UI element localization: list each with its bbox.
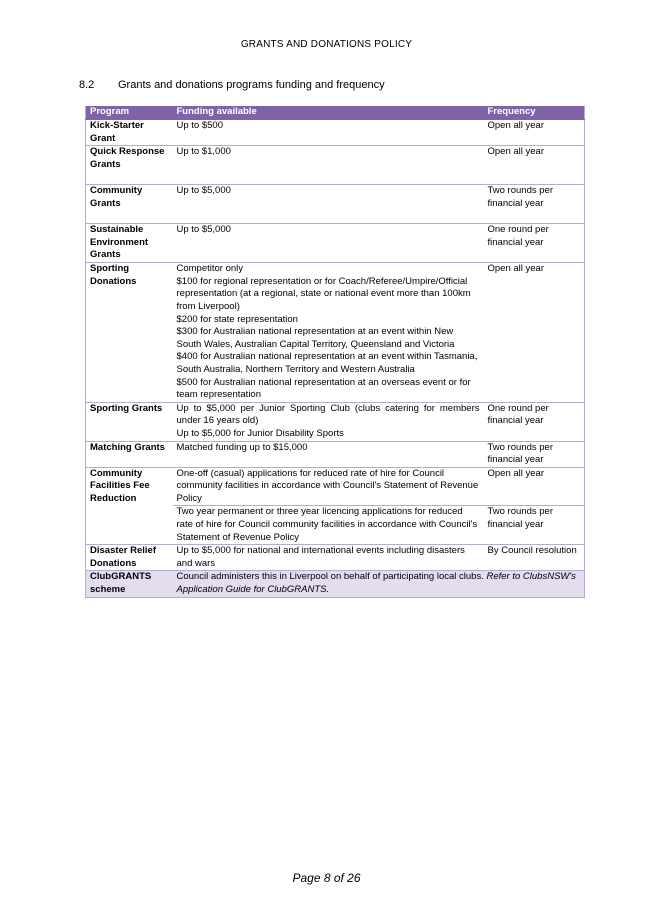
- column-header-funding: Funding available: [173, 106, 484, 120]
- clubgrants-text: Council administers this in Liverpool on behalf of participating local clubs.: [176, 571, 484, 583]
- section-number: 8.2: [79, 79, 95, 91]
- program-cell: Matching Grants: [86, 441, 173, 467]
- program-cell: Kick-Starter Grant: [86, 120, 173, 146]
- table-row: [86, 441, 585, 467]
- table-row: [86, 146, 585, 185]
- table-row: [86, 185, 585, 224]
- frequency-cell: Open all year: [484, 263, 585, 403]
- frequency-cell: One round per financial year: [484, 224, 585, 263]
- frequency-cell: One round per financial year: [484, 402, 585, 441]
- funding-line: $200 for state representation: [176, 313, 298, 325]
- table-header-row: [86, 106, 585, 120]
- grants-table: [85, 106, 585, 598]
- frequency-cell: Open all year: [484, 467, 585, 506]
- clubgrants-description: [173, 571, 585, 597]
- program-cell: Disaster Relief Donations: [86, 545, 173, 571]
- column-header-program: Program: [86, 106, 173, 120]
- program-cell: Sporting Donations: [86, 263, 173, 403]
- program-cell: Sustainable Environment Grants: [86, 224, 173, 263]
- funding-line: Competitor only: [176, 263, 244, 275]
- frequency-cell: Open all year: [484, 120, 585, 146]
- page-number: Page 8 of 26: [292, 871, 361, 885]
- table-row: [86, 545, 585, 571]
- frequency-cell: Open all year: [484, 146, 585, 185]
- clubgrants-reference: Refer to ClubsNSW's Application Guide for ClubGRANTS.: [176, 571, 576, 596]
- table-row: [86, 120, 585, 146]
- frequency-cell: Two rounds per financial year: [484, 185, 585, 224]
- table-row: [86, 224, 585, 263]
- page-header: GRANTS AND DONATIONS POLICY: [240, 39, 413, 50]
- table-row: [86, 571, 585, 597]
- funding-cell: Up to $1,000: [173, 146, 484, 185]
- funding-cell: Up to $5,000 for national and international events including disasters and wars: [173, 545, 484, 571]
- funding-line: $400 for Australian national representation at an event within Tasmania, South Australia, Northern Territory and Western Australia: [176, 351, 478, 375]
- funding-cell: [173, 263, 484, 403]
- section-title: Grants and donations programs funding and frequency: [118, 79, 385, 91]
- table-row: [86, 467, 585, 506]
- funding-line: Up to $5,000 for Junior Disability Sports: [176, 427, 344, 439]
- table-row: [86, 263, 585, 403]
- program-cell: Quick Response Grants: [86, 146, 173, 185]
- funding-line: $300 for Australian national representation at an event within New South Wales, Australian Capital Territory, Queensland and Victoria: [176, 326, 455, 350]
- funding-cell: Two year permanent or three year licencing applications for reduced rate of hire for Council community facilities in accordance with Council's Statement of Revenue Policy: [173, 506, 484, 545]
- program-cell: ClubGRANTS scheme: [86, 571, 173, 597]
- funding-cell: One-off (casual) applications for reduced rate of hire for Council community facilities in accordance with Council's Statement of Revenue Policy: [173, 467, 484, 506]
- program-cell: Community Facilities Fee Reduction: [86, 467, 173, 545]
- section-heading: [79, 79, 385, 91]
- frequency-cell: By Council resolution: [484, 545, 585, 571]
- program-cell: Sporting Grants: [86, 402, 173, 441]
- funding-cell: Up to $5,000: [173, 185, 484, 224]
- funding-cell: Up to $5,000: [173, 224, 484, 263]
- funding-line: $500 for Australian national representation at an overseas event or for team representation: [176, 376, 471, 401]
- funding-line: Up to $5,000 per Junior Sporting Club (clubs catering for members under 16 years old): [176, 402, 480, 427]
- column-header-frequency: Frequency: [484, 106, 585, 120]
- funding-cell: Up to $500: [173, 120, 484, 146]
- frequency-cell: Two rounds per financial year: [484, 441, 585, 467]
- funding-cell: [173, 402, 484, 441]
- table-row: [86, 402, 585, 441]
- program-cell: Community Grants: [86, 185, 173, 224]
- funding-line: $100 for regional representation or for Coach/Referee/Umpire/Official representation (at a regional, state or national event more than 100km from Liverpool): [176, 275, 471, 312]
- frequency-cell: Two rounds per financial year: [484, 506, 585, 545]
- funding-cell: Matched funding up to $15,000: [173, 441, 484, 467]
